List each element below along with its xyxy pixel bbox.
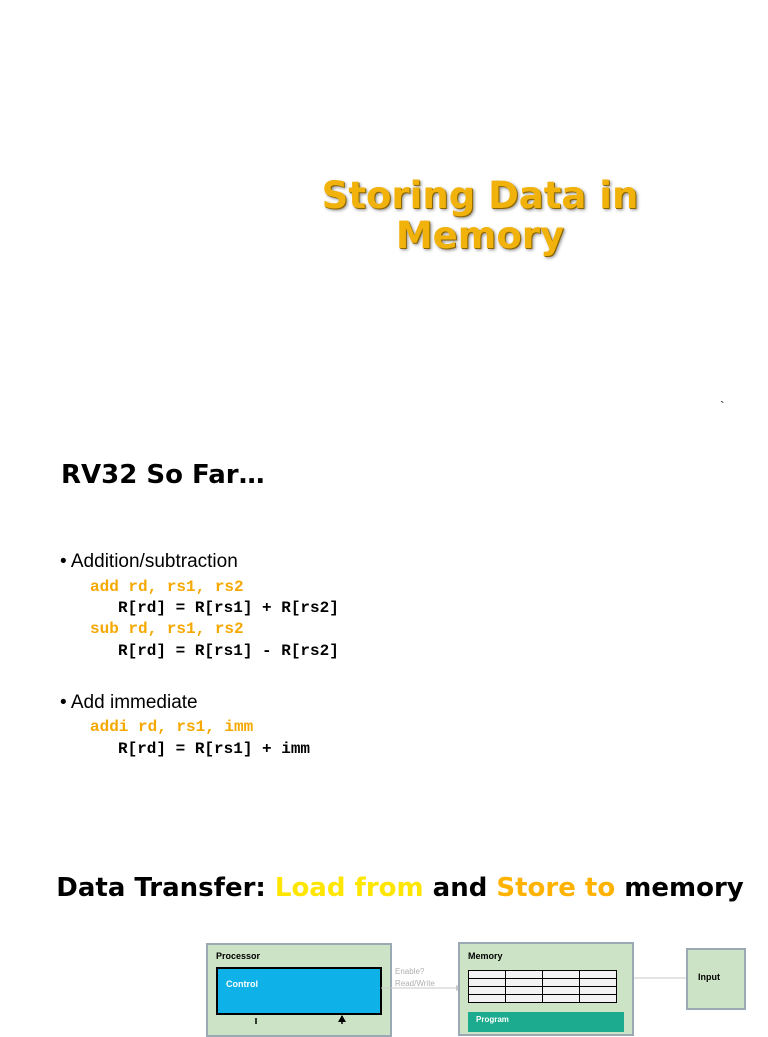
enable-label: Enable?: [395, 967, 425, 976]
heading-part-store: Store to: [496, 873, 616, 903]
code-add: add rd, rs1, rs2: [90, 578, 244, 596]
code-sub: sub rd, rs1, rs2: [90, 620, 244, 638]
code-addi-semantics: R[rd] = R[rs1] + imm: [118, 740, 311, 758]
bullet-add-sub: • Addition/subtraction: [60, 551, 238, 572]
heading-part-prefix: Data Transfer:: [56, 873, 275, 903]
code-addi: addi rd, rs1, imm: [90, 718, 254, 736]
memory-box: [458, 942, 634, 1036]
code-sub-semantics: R[rd] = R[rs1] - R[rs2]: [118, 642, 339, 660]
bullet-add-immediate: • Add immediate: [60, 692, 198, 713]
data-transfer-heading: [0, 873, 768, 903]
input-box: [686, 948, 746, 1010]
slide-title: Storing Data in Memory: [321, 174, 639, 257]
control-label: Control: [226, 979, 258, 989]
program-label: Program: [476, 1015, 509, 1024]
heading-part-memory: memory: [615, 873, 744, 903]
readwrite-label: Read/Write: [395, 979, 435, 988]
control-wire-arrow: [338, 1015, 346, 1022]
rv32-heading: RV32 So Far…: [61, 460, 265, 490]
memory-label: Memory: [468, 951, 503, 961]
code-add-semantics: R[rd] = R[rs1] + R[rs2]: [118, 599, 339, 617]
memory-cells: [468, 970, 617, 1003]
diagram-connectors: [0, 940, 768, 1024]
stray-mark: `: [720, 398, 725, 414]
heading-part-and: and: [423, 873, 497, 903]
program-region: [468, 1012, 624, 1032]
input-label: Input: [698, 972, 720, 982]
processor-label: Processor: [216, 951, 261, 961]
heading-part-load: Load from: [274, 873, 424, 903]
processor-memory-diagram: [0, 940, 768, 1024]
